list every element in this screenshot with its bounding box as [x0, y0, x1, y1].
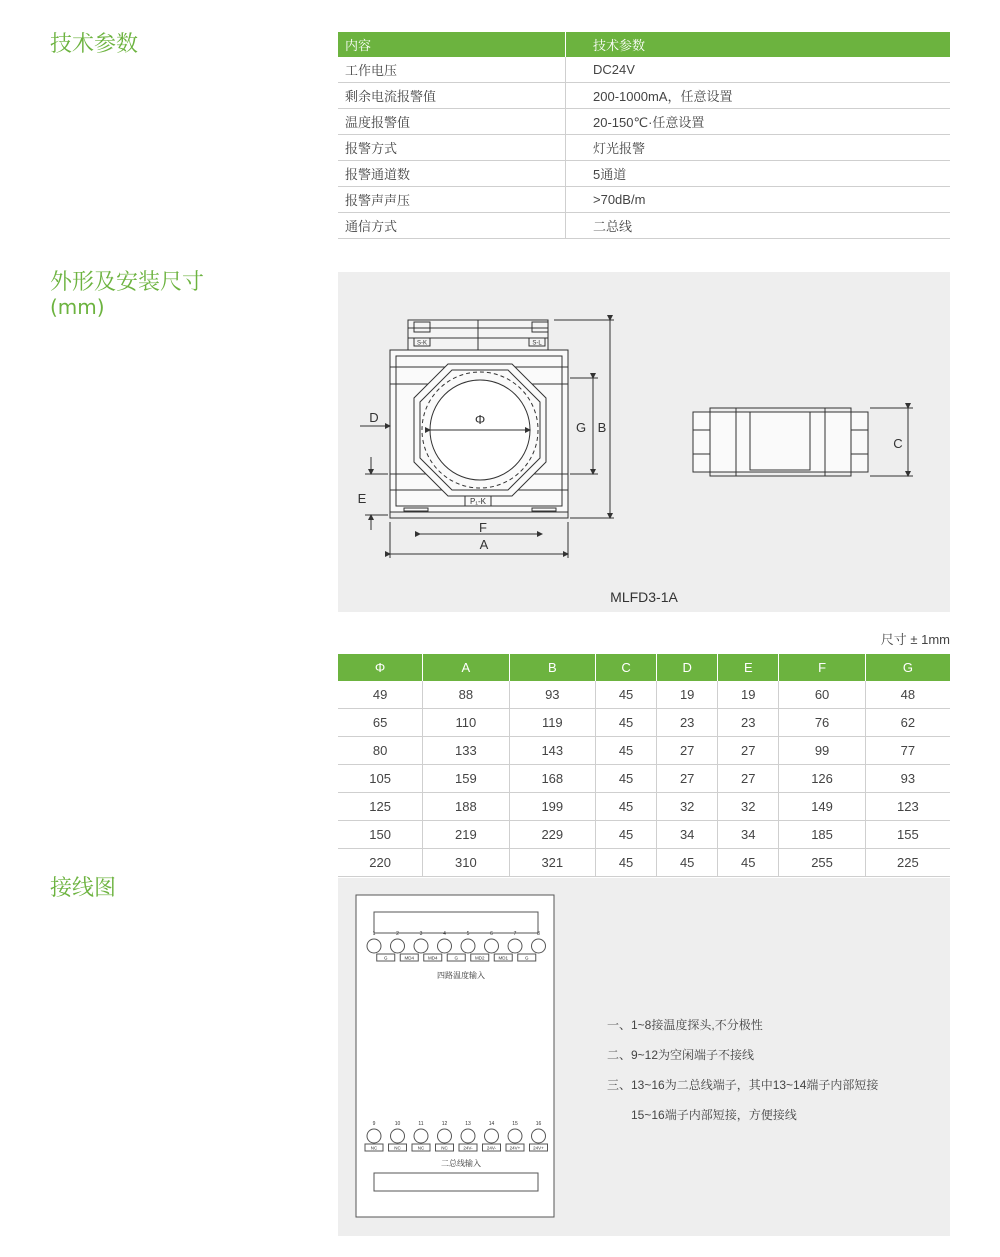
spec-row	[338, 57, 950, 83]
spec-label: 剩余电流报警值	[338, 83, 566, 109]
terminal-screw-icon	[414, 939, 428, 953]
dim-header: D	[657, 654, 718, 681]
terminal-number: 12	[441, 1121, 448, 1127]
dim-header: A	[423, 654, 509, 681]
terminal-number: 5	[466, 931, 470, 937]
tag-sl: S-L	[532, 340, 542, 347]
outline-drawing-panel	[338, 272, 950, 612]
spec-row	[338, 213, 950, 239]
dim-cell: 45	[657, 849, 718, 877]
dim-cell: 19	[718, 681, 779, 709]
terminal-tag: NC	[417, 1145, 425, 1151]
label-b: B	[597, 420, 607, 435]
dim-cell: 32	[718, 793, 779, 821]
dim-cell: 76	[779, 709, 865, 737]
dimension-header-row	[338, 654, 950, 681]
label-g: G	[575, 420, 587, 435]
spec-value: 灯光报警	[566, 135, 951, 161]
dim-header: G	[865, 654, 950, 681]
spec-value: 200-1000mA，任意设置	[566, 83, 951, 109]
dim-cell: 185	[779, 821, 865, 849]
section-title-wiring: 接线图	[50, 876, 117, 901]
dim-cell: 168	[509, 765, 595, 793]
spec-label: 报警方式	[338, 135, 566, 161]
dim-cell: 77	[865, 737, 950, 765]
wiring-notes	[607, 1010, 878, 1130]
terminal-number: 11	[418, 1121, 424, 1127]
terminal-block	[408, 320, 548, 350]
dim-cell: 23	[718, 709, 779, 737]
dim-cell: 23	[657, 709, 718, 737]
wiring-note: 一、1~8接温度探头,不分极性	[607, 1018, 763, 1032]
spec-value: DC24V	[566, 57, 951, 83]
label-f: F	[479, 520, 487, 535]
terminal-screw-icon	[438, 939, 452, 953]
transformer-body	[390, 350, 568, 518]
terminal-tag: 24V+	[509, 1145, 521, 1151]
terminal-number: 14	[488, 1121, 495, 1127]
table-row	[338, 681, 950, 709]
top-terminal-caption: 四路温度输入	[437, 971, 485, 980]
dim-cell: 45	[596, 821, 657, 849]
spec-header-content: 内容	[338, 32, 566, 57]
label-d: D	[369, 410, 379, 425]
terminal-screw-icon	[438, 1129, 452, 1143]
terminal-screw-icon	[391, 939, 405, 953]
dim-header: C	[596, 654, 657, 681]
terminal-tag: G	[454, 955, 459, 961]
dim-cell: 229	[509, 821, 595, 849]
dim-cell: 133	[423, 737, 509, 765]
dim-cell: 220	[338, 849, 423, 877]
dim-cell: 255	[779, 849, 865, 877]
dim-cell: 143	[509, 737, 595, 765]
terminal-screw-icon	[532, 939, 546, 953]
dim-cell: 99	[779, 737, 865, 765]
dimension-table	[338, 654, 950, 877]
terminal-screw-icon	[508, 1129, 522, 1143]
dim-cell: 123	[865, 793, 950, 821]
dim-cell: 27	[657, 737, 718, 765]
dim-cell: 27	[718, 737, 779, 765]
label-c: C	[893, 436, 903, 451]
dim-cell: 60	[779, 681, 865, 709]
terminal-tag: MD4	[427, 955, 438, 961]
dim-cell: 310	[423, 849, 509, 877]
table-row	[338, 849, 950, 877]
dim-cell: 93	[509, 681, 595, 709]
dim-cell: 34	[657, 821, 718, 849]
spec-row	[338, 83, 950, 109]
wiring-note: 三、13~16为二总线端子，其中13~14端子内部短接	[607, 1078, 879, 1092]
terminal-tag: G	[383, 955, 388, 961]
dim-cell: 149	[779, 793, 865, 821]
dim-cell: 110	[423, 709, 509, 737]
terminal-tag: NC	[394, 1145, 401, 1151]
terminal-tag: MD2	[474, 955, 485, 961]
terminal-number: 3	[419, 931, 423, 937]
section-title-tech-params: 技术参数	[50, 32, 139, 57]
wiring-note: 15~16端子内部短接，方便接线	[631, 1108, 797, 1122]
table-row	[338, 793, 950, 821]
dim-cell: 150	[338, 821, 423, 849]
dim-header: F	[779, 654, 865, 681]
bottom-terminal-caption: 二总线输入	[441, 1159, 481, 1168]
dim-cell: 27	[657, 765, 718, 793]
terminal-tag: G	[524, 955, 529, 961]
dim-cell: 62	[865, 709, 950, 737]
table-row	[338, 737, 950, 765]
spec-label: 通信方式	[338, 213, 566, 239]
spec-row	[338, 109, 950, 135]
spec-label: 报警声声压	[338, 187, 566, 213]
terminal-screw-icon	[532, 1129, 546, 1143]
terminal-screw-icon	[414, 1129, 428, 1143]
terminal-tag: NC	[441, 1145, 448, 1151]
spec-label: 报警通道数	[338, 161, 566, 187]
dim-header: Φ	[338, 654, 423, 681]
spec-value: >70dB/m	[566, 187, 951, 213]
label-e: E	[357, 491, 367, 506]
spec-row	[338, 135, 950, 161]
terminal-screw-icon	[485, 939, 499, 953]
table-row	[338, 765, 950, 793]
dim-cell: 119	[509, 709, 595, 737]
dim-cell: 125	[338, 793, 423, 821]
dim-cell: 34	[718, 821, 779, 849]
terminal-number: 7	[513, 931, 517, 937]
terminal-number: 16	[535, 1121, 542, 1127]
spec-value: 20-150℃·任意设置	[566, 109, 951, 135]
dim-cell: 45	[596, 765, 657, 793]
dim-cell: 45	[596, 737, 657, 765]
label-phi: Φ	[474, 412, 486, 427]
dim-cell: 155	[865, 821, 950, 849]
dim-header: E	[718, 654, 779, 681]
tag-pk: P₁-K	[469, 497, 487, 506]
dim-cell: 188	[423, 793, 509, 821]
terminal-screw-icon	[485, 1129, 499, 1143]
model-label: MLFD3-1A	[610, 589, 678, 605]
section-title-dimensions	[50, 270, 204, 318]
dim-cell: 45	[596, 849, 657, 877]
dim-cell: 199	[509, 793, 595, 821]
terminal-number: 1	[372, 931, 376, 937]
dim-cell: 219	[423, 821, 509, 849]
dim-cell: 225	[865, 849, 950, 877]
dim-cell: 93	[865, 765, 950, 793]
dim-cell: 32	[657, 793, 718, 821]
spec-label: 工作电压	[338, 57, 566, 83]
dim-cell: 45	[596, 793, 657, 821]
terminal-tag: NC	[370, 1145, 378, 1151]
dim-cell: 45	[596, 681, 657, 709]
dim-cell: 159	[423, 765, 509, 793]
spec-header-param: 技术参数	[566, 32, 951, 57]
dimensions-title-text: 外形及安装尺寸	[50, 270, 205, 295]
terminal-tag: 24V-	[463, 1145, 473, 1151]
tag-sk: S-K	[416, 340, 428, 347]
terminal-number: 10	[394, 1121, 401, 1127]
dim-cell: 80	[338, 737, 423, 765]
terminal-tag: 24V+	[533, 1145, 544, 1151]
terminal-number: 15	[512, 1121, 518, 1127]
table-row	[338, 821, 950, 849]
dim-cell: 27	[718, 765, 779, 793]
dim-cell: 19	[657, 681, 718, 709]
terminal-screw-icon	[461, 939, 475, 953]
dim-cell: 48	[865, 681, 950, 709]
terminal-number: 6	[490, 931, 493, 937]
spec-value: 5通道	[566, 161, 951, 187]
terminal-tag: 24V-	[486, 1145, 497, 1151]
spec-header-row	[338, 32, 950, 57]
spec-value: 二总线	[566, 213, 951, 239]
dimensions-unit-text: (mm)	[50, 295, 105, 319]
dim-cell: 321	[509, 849, 595, 877]
terminal-box-outline	[356, 895, 554, 1217]
terminal-number: 4	[443, 931, 446, 937]
terminal-screw-icon	[391, 1129, 405, 1143]
side-view	[693, 408, 868, 476]
dim-header: B	[509, 654, 595, 681]
terminal-number: 9	[372, 1121, 376, 1127]
dim-cell: 88	[423, 681, 509, 709]
terminal-number: 8	[537, 931, 540, 937]
table-row	[338, 709, 950, 737]
spec-row	[338, 161, 950, 187]
dim-cell: 45	[718, 849, 779, 877]
terminal-screw-icon	[367, 1129, 381, 1143]
wiring-note: 二、9~12为空闲端子不接线	[607, 1048, 755, 1062]
terminal-screw-icon	[367, 939, 381, 953]
dim-cell: 49	[338, 681, 423, 709]
terminal-number: 2	[396, 931, 399, 937]
dim-cell: 65	[338, 709, 423, 737]
terminal-tag: MD1	[498, 955, 509, 961]
terminal-screw-icon	[508, 939, 522, 953]
dim-cell: 126	[779, 765, 865, 793]
terminal-number: 13	[465, 1121, 471, 1127]
dim-cell: 105	[338, 765, 423, 793]
spec-row	[338, 187, 950, 213]
terminal-screw-icon	[461, 1129, 475, 1143]
dim-cell: 45	[596, 709, 657, 737]
spec-table	[338, 32, 950, 239]
terminal-tag: MD4	[404, 955, 415, 961]
label-a: A	[479, 537, 489, 552]
spec-label: 温度报警值	[338, 109, 566, 135]
outline-drawing	[338, 272, 950, 612]
dimension-tolerance-note: 尺寸 ± 1mm	[880, 632, 950, 647]
